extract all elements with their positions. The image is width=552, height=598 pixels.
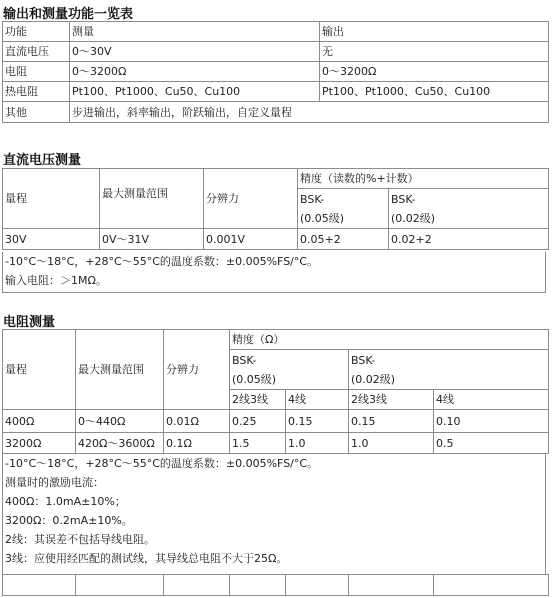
header-wire: 2线3线 xyxy=(349,390,434,410)
note-line: 输入电阻：＞1MΩ。 xyxy=(5,274,107,287)
header-max-range: 最大测量范围 xyxy=(76,330,164,410)
res-empty-row xyxy=(2,574,549,596)
table-cell: 1.5 xyxy=(230,433,286,454)
note-line: 3200Ω：0.2mA±10%。 xyxy=(5,514,133,527)
table-row xyxy=(3,433,549,454)
summary-table xyxy=(2,21,549,123)
table-cell: 0.5 xyxy=(434,433,549,454)
table-row xyxy=(3,575,549,596)
table-cell: 0.05+2 xyxy=(298,229,389,250)
table-cell: 0.1Ω xyxy=(164,433,230,454)
table-cell: 1.0 xyxy=(349,433,434,454)
table-cell: 0.01Ω xyxy=(164,410,230,433)
table-cell: 0～440Ω xyxy=(76,410,164,433)
table-cell: 0～30V xyxy=(70,42,320,62)
table-cell xyxy=(3,575,76,596)
table-cell: 0.25 xyxy=(230,410,286,433)
bsk-label: BSK- xyxy=(300,192,325,206)
header-resolution: 分辨力 xyxy=(204,169,298,229)
table-cell: 0.15 xyxy=(349,410,434,433)
header-range: 量程 xyxy=(3,330,76,410)
table-cell: 0.10 xyxy=(434,410,549,433)
table-cell: 步进输出，斜率输出，阶跃输出，自定义量程 xyxy=(70,102,549,123)
summary-title: 输出和测量功能一览表 xyxy=(3,7,134,22)
table-cell: 30V xyxy=(3,229,100,250)
header-wire: 2线3线 xyxy=(230,390,286,410)
table-cell: 直流电压 xyxy=(3,42,70,62)
header-bsk-005 xyxy=(230,350,349,390)
table-row xyxy=(3,169,549,189)
table-cell xyxy=(230,575,286,596)
table-cell: 无 xyxy=(320,42,549,62)
table-cell: 0.001V xyxy=(204,229,298,250)
grade-label: (0.05级) xyxy=(300,211,345,225)
dcv-title: 直流电压测量 xyxy=(3,153,82,168)
grade-label: (0.05级) xyxy=(232,372,277,386)
table-row xyxy=(3,410,549,433)
res-table xyxy=(2,329,549,454)
header-wire: 4线 xyxy=(434,390,549,410)
table-cell: 热电阻 xyxy=(3,82,70,102)
header-measure: 测量 xyxy=(70,22,320,42)
table-row xyxy=(3,62,549,82)
res-title: 电阻测量 xyxy=(3,315,56,330)
header-function: 功能 xyxy=(3,22,70,42)
bsk-label: BSK- xyxy=(351,353,376,367)
table-row xyxy=(3,22,549,42)
header-accuracy: 精度（Ω） xyxy=(230,330,549,350)
note-line: 测量时的激励电流： xyxy=(5,476,104,489)
table-row xyxy=(3,229,549,250)
res-notes xyxy=(2,454,546,575)
table-cell: 420Ω～3600Ω xyxy=(76,433,164,454)
header-bsk-002 xyxy=(349,350,549,390)
header-range: 量程 xyxy=(3,169,100,229)
table-row xyxy=(3,42,549,62)
table-cell xyxy=(76,575,164,596)
table-cell: Pt100、Pt1000、Cu50、Cu100 xyxy=(70,82,320,102)
dcv-notes xyxy=(2,252,546,293)
table-cell: 400Ω xyxy=(3,410,76,433)
table-row xyxy=(3,82,549,102)
header-output: 输出 xyxy=(320,22,549,42)
table-cell: 电阻 xyxy=(3,62,70,82)
table-cell: 1.0 xyxy=(286,433,349,454)
table-row xyxy=(3,102,549,123)
table-cell: 其他 xyxy=(3,102,70,123)
note-line: 3线：应使用经匹配的测试线，其导线总电阻不大于25Ω。 xyxy=(5,552,288,565)
table-cell xyxy=(286,575,349,596)
table-cell: 0.15 xyxy=(286,410,349,433)
note-line: -10°C～18°C，+28°C～55°C的温度系数：±0.005%FS/°C。 xyxy=(5,457,319,470)
grade-label: (0.02级) xyxy=(391,211,436,225)
table-cell xyxy=(164,575,230,596)
table-cell xyxy=(434,575,549,596)
table-cell: 3200Ω xyxy=(3,433,76,454)
table-cell: 0～3200Ω xyxy=(70,62,320,82)
grade-label: (0.02级) xyxy=(351,372,396,386)
header-bsk-005 xyxy=(298,189,389,229)
table-row xyxy=(3,330,549,350)
table-cell: 0V～31V xyxy=(100,229,204,250)
header-resolution: 分辨力 xyxy=(164,330,230,410)
header-accuracy: 精度（读数的%+计数） xyxy=(298,169,549,189)
header-wire: 4线 xyxy=(286,390,349,410)
table-cell xyxy=(349,575,434,596)
dcv-table xyxy=(2,168,549,250)
table-cell: 0.02+2 xyxy=(389,229,549,250)
header-max-range: 最大测量范围 xyxy=(100,169,204,229)
note-line: 400Ω：1.0mA±10%； xyxy=(5,495,126,508)
table-cell: 0～3200Ω xyxy=(320,62,549,82)
note-line: 2线：其误差不包括导线电阻。 xyxy=(5,533,155,546)
note-line: -10°C～18°C，+28°C～55°C的温度系数：±0.005%FS/°C。 xyxy=(5,255,319,268)
bsk-label: BSK- xyxy=(391,192,416,206)
bsk-label: BSK- xyxy=(232,353,257,367)
table-cell: Pt100、Pt1000、Cu50、Cu100 xyxy=(320,82,549,102)
header-bsk-002 xyxy=(389,189,549,229)
